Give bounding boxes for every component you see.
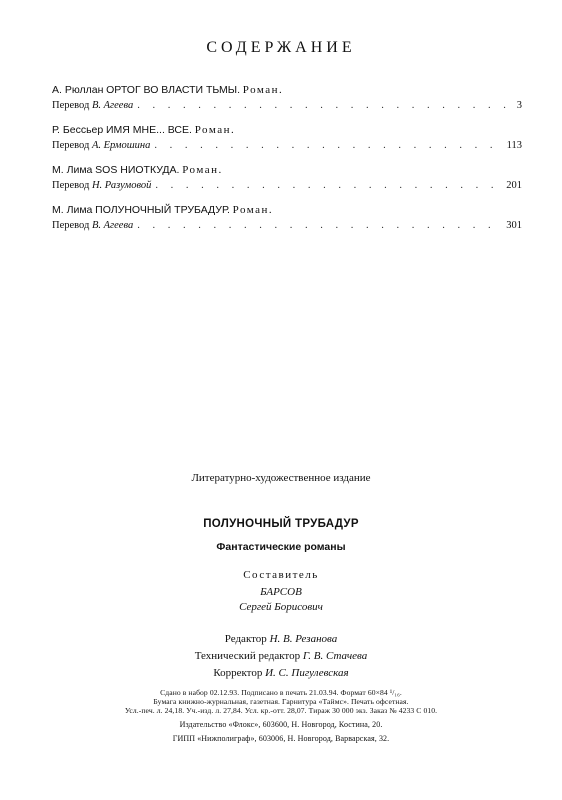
print-details-line: Бумага книжно-журнальная, газетная. Гарнитура «Таймс». Печать офсетная. (153, 697, 409, 706)
translator-label: Перевод (52, 140, 90, 151)
translator-name: В. Агеева (91, 220, 134, 231)
compiler-surname: БАРСОВ (260, 586, 302, 598)
staff-name: Г. В. Стачева (302, 650, 368, 662)
toc-title: ПОЛУНОЧНЫЙ ТРУБАДУР. (95, 204, 230, 216)
dot-leader (154, 138, 502, 153)
toc-title: ОРТОГ ВО ВЛАСТИ ТЬМЫ. (106, 84, 240, 96)
toc-entry-translator-line (52, 218, 522, 233)
toc-page-number: 201 (506, 180, 522, 191)
toc-page-number: 301 (506, 220, 522, 231)
toc-genre: Роман. (182, 164, 223, 176)
staff-technical-editor (0, 650, 562, 662)
staff-name: Н. В. Резанова (269, 633, 338, 645)
staff-role: Корректор (213, 667, 263, 679)
staff-role: Редактор (224, 633, 267, 645)
compiler-label: Составитель (243, 569, 319, 581)
book-title: ПОЛУНОЧНЫЙ ТРУБАДУР (203, 518, 359, 530)
dot-leader (137, 98, 513, 113)
toc-entry (52, 83, 522, 113)
toc-entry (52, 123, 522, 153)
translator-label: Перевод (52, 180, 90, 191)
edition-type: Литературно-художественное издание (191, 472, 371, 484)
toc-author: Р. Бессьер (52, 124, 104, 136)
toc-entry-translator-line (52, 138, 522, 153)
toc-title: SOS НИОТКУДА. (95, 164, 180, 176)
toc-entry-heading (52, 203, 522, 218)
staff-editor (0, 633, 562, 645)
translator-label: Перевод (52, 100, 90, 111)
contents-heading: СОДЕРЖАНИЕ (206, 39, 356, 56)
toc-entry (52, 203, 522, 233)
toc-genre: Роман. (194, 124, 236, 136)
toc-entry (52, 163, 522, 193)
toc-page-number: 113 (506, 140, 522, 151)
toc-page-number: 3 (516, 100, 522, 111)
translator-name: А. Ермошина (91, 140, 151, 151)
toc-entry-heading (52, 123, 522, 138)
dot-leader (155, 178, 502, 193)
printer-line: ГИПП «Нижполиграф», 603006, Н. Новгород, Варварская, 32. (172, 734, 390, 743)
toc-entry-translator-line (52, 98, 522, 113)
staff-name: И. С. Пигулевская (265, 667, 349, 679)
toc-title: ИМЯ МНЕ... ВСЕ. (105, 124, 192, 136)
toc-translator (52, 178, 151, 193)
staff-proofreader (0, 667, 562, 679)
print-details-line: Усл.-печ. л. 24,18. Уч.-изд. л. 27,84. Усл. кр.-отт. 28,07. Тираж 30 000 экз. Заказ № 4233 С 010. (124, 706, 438, 715)
book-subtitle: Фантастические романы (216, 541, 346, 553)
toc-author: А. Рюллан (52, 84, 104, 96)
table-of-contents (52, 83, 522, 243)
publisher-line: Издательство «Флокс», 603600, Н. Новгород, Костина, 20. (179, 720, 383, 729)
toc-author: М. Лима (52, 204, 93, 216)
translator-name: Н. Разумовой (91, 180, 152, 191)
toc-entry-translator-line (52, 178, 522, 193)
toc-entry-heading (52, 163, 522, 178)
print-details-line: Сдано в набор 02.12.93. Подписано в печать 21.03.94. Формат 60×84 ¹/₁₆. (160, 688, 402, 697)
toc-entry-heading (52, 83, 522, 98)
translator-name: В. Агеева (91, 100, 134, 111)
toc-genre: Роман. (242, 84, 284, 96)
compiler-name: Сергей Борисович (239, 601, 323, 613)
translator-label: Перевод (52, 220, 90, 231)
toc-translator (52, 218, 133, 233)
toc-translator (52, 138, 150, 153)
dot-leader (137, 218, 502, 233)
toc-genre: Роман. (232, 204, 274, 216)
toc-author: М. Лима (52, 164, 93, 176)
toc-translator (52, 98, 133, 113)
staff-role: Технический редактор (194, 650, 301, 662)
